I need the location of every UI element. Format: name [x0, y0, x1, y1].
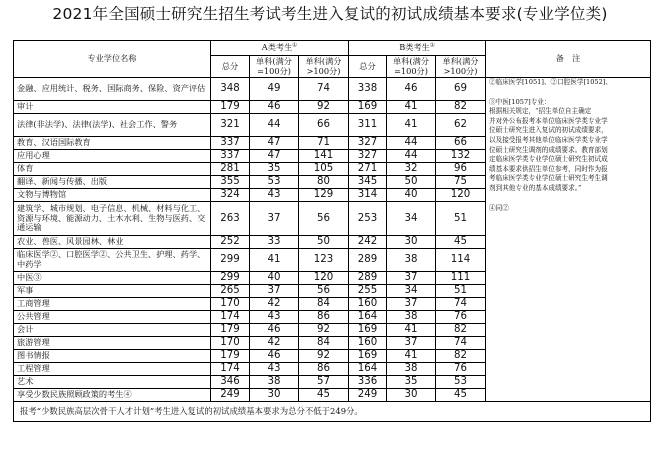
score-cell: 179	[211, 324, 250, 337]
program-name-cell: 农业、兽医、风景园林、林业	[14, 236, 211, 249]
score-cell: 160	[349, 298, 387, 311]
score-cell: 84	[299, 337, 349, 350]
score-cell: 120	[436, 189, 486, 202]
score-cell: 123	[299, 249, 349, 272]
program-name-cell: 临床医学②、口腔医学②、公共卫生、护理、药学、中药学	[14, 249, 211, 272]
score-cell: 45	[436, 389, 486, 402]
score-cell: 45	[436, 236, 486, 249]
score-cell: 37	[387, 272, 436, 285]
program-name-cell: 工商管理	[14, 298, 211, 311]
score-cell: 46	[250, 324, 299, 337]
score-cell: 35	[250, 163, 299, 176]
score-cell: 346	[211, 376, 250, 389]
score-cell: 38	[387, 249, 436, 272]
score-cell: 49	[250, 78, 299, 101]
score-cell: 74	[299, 78, 349, 101]
score-cell: 38	[387, 311, 436, 324]
program-name-cell: 中医③	[14, 272, 211, 285]
a-sub2-header: 单科(满分>100分)	[299, 56, 349, 78]
score-cell: 43	[250, 189, 299, 202]
score-cell: 44	[387, 150, 436, 163]
score-cell: 37	[250, 202, 299, 236]
program-name-cell: 图书情报	[14, 350, 211, 363]
score-cell: 92	[299, 324, 349, 337]
score-cell: 82	[436, 101, 486, 114]
score-cell: 179	[211, 101, 250, 114]
score-cell: 74	[436, 298, 486, 311]
score-cell: 170	[211, 337, 250, 350]
score-cell: 40	[250, 272, 299, 285]
score-cell: 170	[211, 298, 250, 311]
remark-line: 根据相关规定，“招生单位自主确定	[489, 107, 592, 116]
program-name-cell: 体育	[14, 163, 211, 176]
score-cell: 338	[349, 78, 387, 101]
score-cell: 299	[211, 249, 250, 272]
score-cell: 30	[387, 389, 436, 402]
program-name-cell: 享受少数民族照顾政策的考生④	[14, 389, 211, 402]
score-cell: 42	[250, 337, 299, 350]
score-cell: 32	[387, 163, 436, 176]
score-cell: 337	[211, 150, 250, 163]
score-cell: 86	[299, 363, 349, 376]
score-cell: 86	[299, 311, 349, 324]
score-cell: 46	[250, 101, 299, 114]
score-cell: 114	[436, 249, 486, 272]
score-cell: 30	[250, 389, 299, 402]
score-cell: 62	[436, 114, 486, 137]
score-cell: 44	[250, 114, 299, 137]
score-cell: 50	[299, 236, 349, 249]
score-cell: 281	[211, 163, 250, 176]
score-cell: 41	[387, 114, 436, 137]
remark-line: ④同②	[489, 203, 509, 212]
table-row	[14, 78, 651, 101]
score-cell: 51	[436, 202, 486, 236]
remark-line: 位硕士研究生进入复试的初试成绩要求，	[489, 126, 608, 135]
remark-line: 以及接受报考其他单位临床医学类专业学	[489, 135, 608, 144]
score-cell: 47	[250, 137, 299, 150]
score-cell: 82	[436, 324, 486, 337]
score-cell: 314	[349, 189, 387, 202]
score-cell: 40	[387, 189, 436, 202]
score-cell: 111	[436, 272, 486, 285]
score-cell: 169	[349, 101, 387, 114]
score-cell: 53	[436, 376, 486, 389]
score-cell: 324	[211, 189, 250, 202]
score-cell: 92	[299, 101, 349, 114]
program-name-cell: 工程管理	[14, 363, 211, 376]
score-cell: 105	[299, 163, 349, 176]
category-header: 专业学位名称	[14, 41, 211, 78]
score-cell: 37	[387, 298, 436, 311]
score-cell: 132	[436, 150, 486, 163]
score-cell: 76	[436, 311, 486, 324]
score-cell: 37	[387, 337, 436, 350]
score-cell: 35	[387, 376, 436, 389]
score-cell: 53	[250, 176, 299, 189]
program-name-cell: 教育、汉语国际教育	[14, 137, 211, 150]
score-cell: 42	[250, 298, 299, 311]
score-cell: 263	[211, 202, 250, 236]
score-cell: 46	[387, 78, 436, 101]
score-cell: 82	[436, 350, 486, 363]
score-cell: 327	[349, 150, 387, 163]
b-sub2-header: 单科(满分>100分)	[436, 56, 486, 78]
score-cell: 30	[387, 236, 436, 249]
score-cell: 51	[436, 285, 486, 298]
program-name-cell: 艺术	[14, 376, 211, 389]
program-name-cell: 审计	[14, 101, 211, 114]
remarks-cell	[486, 78, 651, 402]
score-cell: 76	[436, 363, 486, 376]
score-cell: 41	[387, 350, 436, 363]
score-cell: 345	[349, 176, 387, 189]
remark-line: 定临床医学类专业学位硕士研究生初试成	[489, 155, 608, 164]
program-name-cell: 文物与博物馆	[14, 189, 211, 202]
score-cell: 71	[299, 137, 349, 150]
a-total-header: 总分	[211, 56, 250, 78]
score-cell: 34	[387, 285, 436, 298]
score-cell: 169	[349, 350, 387, 363]
remark-line: ③中医[1057]专业：	[489, 97, 551, 106]
score-cell: 92	[299, 350, 349, 363]
remark-line: ②临床医学[1051]、②口腔医学[1052]、	[489, 78, 612, 86]
score-cell: 43	[250, 363, 299, 376]
score-cell: 57	[299, 376, 349, 389]
score-cell: 299	[211, 272, 250, 285]
score-cell: 41	[250, 249, 299, 272]
score-cell: 164	[349, 311, 387, 324]
program-name-cell: 会计	[14, 324, 211, 337]
score-cell: 33	[250, 236, 299, 249]
score-cell: 179	[211, 350, 250, 363]
score-cell: 74	[436, 337, 486, 350]
score-cell: 96	[436, 163, 486, 176]
page-title: 2021年全国硕士研究生招生考试考生进入复试的初试成绩基本要求(专业学位类)	[52, 5, 608, 23]
score-cell: 249	[211, 389, 250, 402]
score-cell: 174	[211, 363, 250, 376]
score-cell: 289	[349, 272, 387, 285]
score-cell: 311	[349, 114, 387, 137]
score-cell: 253	[349, 202, 387, 236]
score-cell: 50	[387, 176, 436, 189]
score-cell: 160	[349, 337, 387, 350]
a-sub1-header: 单科(满分=100分)	[250, 56, 299, 78]
score-cell: 34	[387, 202, 436, 236]
score-cell: 141	[299, 150, 349, 163]
score-cell: 44	[387, 137, 436, 150]
program-name-cell: 翻译、新闻与传播、出版	[14, 176, 211, 189]
remark-line: 剂到其他专业的基本成绩要求。”	[489, 183, 582, 192]
remark-line: 并对外公布报考本单位临床医学类专业学	[489, 116, 608, 125]
footer-note: 报考“少数民族高层次骨干人才计划”考生进入复试的初试成绩基本要求为总分不低于249分。	[14, 402, 651, 422]
program-name-cell: 军事	[14, 285, 211, 298]
program-name-cell: 旅游管理	[14, 337, 211, 350]
program-name-cell: 建筑学、城市规划、电子信息、机械、材料与化工、资源与环境、能源动力、土木水利、生物与医药、交通运输	[14, 202, 211, 236]
score-cell: 255	[349, 285, 387, 298]
score-cell: 249	[349, 389, 387, 402]
score-cell: 56	[299, 202, 349, 236]
program-name-cell: 应用心理	[14, 150, 211, 163]
program-name-cell: 公共管理	[14, 311, 211, 324]
score-cell: 336	[349, 376, 387, 389]
score-cell: 69	[436, 78, 486, 101]
score-cell: 66	[299, 114, 349, 137]
b-total-header: 总分	[349, 56, 387, 78]
group-b-header: B类考生①	[349, 41, 486, 56]
score-cell: 84	[299, 298, 349, 311]
score-cell: 47	[250, 150, 299, 163]
group-a-header: A类考生①	[211, 41, 349, 56]
score-cell: 41	[387, 324, 436, 337]
remark-line: 位硕士研究生调剂的成绩要求。教育部划	[489, 145, 608, 154]
score-cell: 66	[436, 137, 486, 150]
b-sub1-header: 单科(满分=100分)	[387, 56, 436, 78]
score-cell: 355	[211, 176, 250, 189]
score-cell: 75	[436, 176, 486, 189]
remark-line: 绩基本要求供招生单位参考，同时作为报	[489, 164, 608, 173]
remark-line: 考临床医学类专业学位硕士研究生考生调	[489, 174, 608, 183]
program-name-cell: 法律(非法学)、法律(法学)、社会工作、警务	[14, 114, 211, 137]
score-cell: 38	[387, 363, 436, 376]
score-cell: 46	[250, 350, 299, 363]
score-cell: 337	[211, 137, 250, 150]
score-cell: 56	[299, 285, 349, 298]
score-cell: 348	[211, 78, 250, 101]
score-cell: 242	[349, 236, 387, 249]
score-cell: 129	[299, 189, 349, 202]
score-cell: 120	[299, 272, 349, 285]
header-row-1	[14, 41, 651, 56]
score-cell: 289	[349, 249, 387, 272]
score-cell: 271	[349, 163, 387, 176]
score-table	[13, 40, 651, 422]
footer-row	[14, 402, 651, 422]
score-cell: 252	[211, 236, 250, 249]
score-cell: 37	[250, 285, 299, 298]
score-cell: 41	[387, 101, 436, 114]
score-cell: 321	[211, 114, 250, 137]
score-cell: 80	[299, 176, 349, 189]
score-cell: 174	[211, 311, 250, 324]
score-cell: 43	[250, 311, 299, 324]
score-cell: 265	[211, 285, 250, 298]
program-name-cell: 金融、应用统计、税务、国际商务、保险、资产评估	[14, 78, 211, 101]
remarks-header: 备 注	[486, 41, 651, 78]
score-cell: 327	[349, 137, 387, 150]
score-cell: 38	[250, 376, 299, 389]
score-cell: 164	[349, 363, 387, 376]
score-cell: 169	[349, 324, 387, 337]
score-cell: 45	[299, 389, 349, 402]
